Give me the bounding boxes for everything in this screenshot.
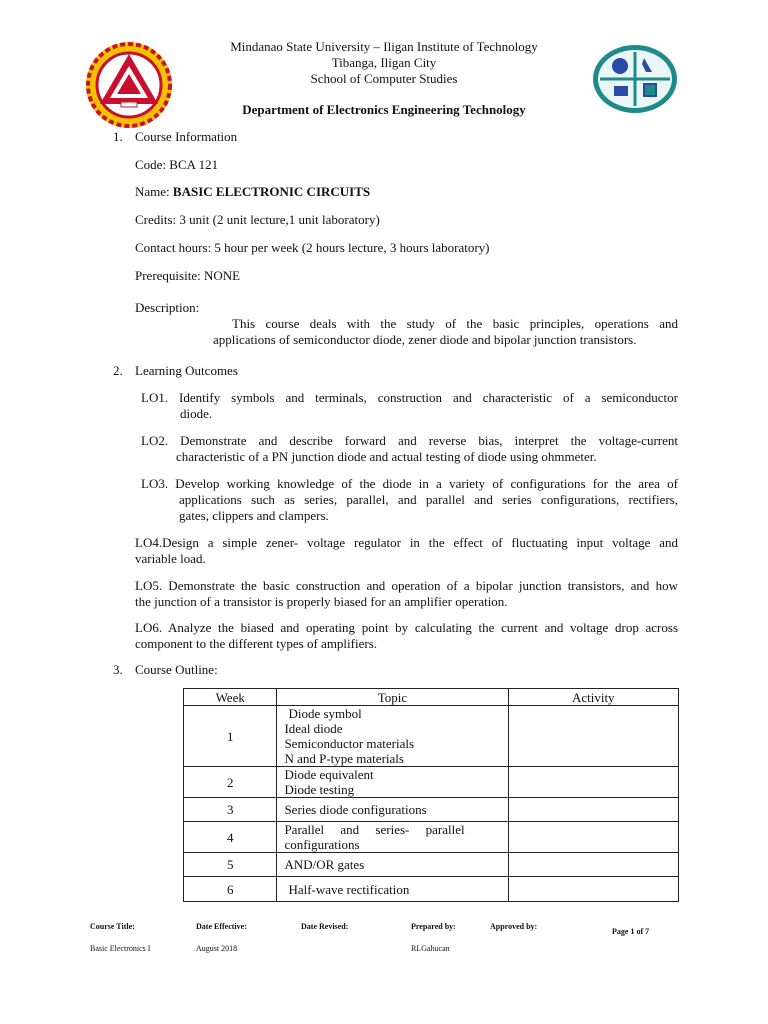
- section-heading-learning-outcomes: Learning Outcomes: [135, 363, 238, 378]
- week-cell: 5: [184, 853, 277, 877]
- learning-outcome-lo4-cont: variable load.: [135, 551, 206, 566]
- footer-prepared-by-label: Prepared by:: [411, 922, 456, 931]
- section-heading-course-outline: Course Outline:: [135, 662, 218, 677]
- course-name-value: BASIC ELECTRONIC CIRCUITS: [172, 184, 371, 199]
- learning-outcome-lo1-cont: diode.: [180, 406, 213, 421]
- activity-cell: [508, 798, 678, 822]
- topic-cell: [277, 767, 508, 798]
- topic-line: configurations: [284, 837, 360, 852]
- activity-cell: [508, 706, 678, 767]
- learning-outcome-lo2: LO2. Demonstrate and describe forward and reverse bias, interpret the voltage-current: [141, 433, 678, 448]
- table-row: [184, 877, 679, 902]
- section-number: 3.: [113, 662, 123, 677]
- description-line: This course deals with the study of the basic principles, operations and: [232, 316, 678, 331]
- topic-line: Ideal diode: [284, 721, 343, 736]
- topic-line: Diode symbol: [288, 706, 362, 721]
- topic-line: Parallel and series- parallel: [284, 822, 465, 837]
- footer-course-title-label: Course Title:: [90, 922, 135, 931]
- activity-cell: [508, 767, 678, 798]
- topic-line: Semiconductor materials: [284, 736, 415, 751]
- topic-line: Half-wave rectification: [288, 881, 410, 897]
- learning-outcome-lo1: LO1. Identify symbols and terminals, construction and characteristic of a semiconductor: [141, 390, 678, 405]
- footer-course-title-value: Basic Electronics I: [90, 944, 151, 953]
- topic-line: N and P-type materials: [284, 751, 404, 766]
- topic-line: Diode equivalent: [284, 767, 374, 782]
- course-credits: Credits: 3 unit (2 unit lecture,1 unit laboratory): [135, 212, 380, 227]
- column-header-topic: Topic: [277, 689, 508, 706]
- table-header-row: [184, 689, 679, 706]
- learning-outcome-lo3-cont: gates, clippers and clampers.: [179, 508, 329, 523]
- footer-date-revised-label: Date Revised:: [301, 922, 349, 931]
- department-title: Department of Electronics Engineering Technology: [242, 102, 526, 117]
- learning-outcome-lo4: LO4.Design a simple zener- voltage regulator in the effect of fluctuating input voltage and: [135, 535, 678, 550]
- week-cell: 3: [184, 798, 277, 822]
- footer-date-effective-label: Date Effective:: [196, 922, 247, 931]
- footer-page-number: Page 1 of 7: [612, 927, 650, 936]
- section-number: 2.: [113, 363, 123, 378]
- course-name: [135, 184, 370, 200]
- activity-cell: [508, 877, 678, 902]
- learning-outcome-lo3-cont: applications such as series, parallel, and parallel and series configurations, rectifiers,: [179, 492, 678, 507]
- footer-prepared-by-value: RLGahucan: [411, 944, 450, 953]
- activity-cell: [508, 822, 678, 853]
- topic-cell: [277, 877, 508, 902]
- week-cell: 6: [184, 877, 277, 902]
- table-row: [184, 853, 679, 877]
- topic-cell: [277, 853, 508, 877]
- university-name: Mindanao State University – Iligan Institute of Technology: [230, 39, 538, 54]
- learning-outcome-lo5: LO5. Demonstrate the basic construction and operation of a bipolar junction transistors, and how: [135, 578, 678, 593]
- section-number: 1.: [113, 129, 123, 144]
- activity-cell: [508, 853, 678, 877]
- week-cell: 4: [184, 822, 277, 853]
- learning-outcome-lo6-cont: component to the different types of amplifiers.: [135, 636, 377, 651]
- learning-outcome-lo2-cont: characteristic of a PN junction diode and actual testing of diode using ohmmeter.: [176, 449, 597, 464]
- course-code: Code: BCA 121: [135, 157, 219, 172]
- table-row: [184, 767, 679, 798]
- table-row: [184, 706, 679, 767]
- description-label: Description:: [135, 300, 200, 315]
- week-cell: 1: [184, 706, 277, 767]
- section-heading-course-info: Course Information: [135, 129, 238, 144]
- column-header-week: Week: [184, 689, 277, 706]
- description-line: applications of semiconductor diode, zener diode and bipolar junction transistors.: [213, 332, 637, 347]
- learning-outcome-lo6: LO6. Analyze the biased and operating point by calculating the current and voltage drop across: [135, 620, 678, 635]
- table-row: [184, 798, 679, 822]
- course-contact-hours: Contact hours: 5 hour per week (2 hours lecture, 3 hours laboratory): [135, 240, 490, 255]
- column-header-activity: Activity: [508, 689, 678, 706]
- topic-cell: [277, 822, 508, 853]
- topic-cell: [277, 706, 508, 767]
- week-cell: 2: [184, 767, 277, 798]
- school-name: School of Computer Studies: [310, 71, 458, 86]
- topic-line: Diode testing: [284, 782, 355, 797]
- table-row: [184, 822, 679, 853]
- university-city: Tibanga, Iligan City: [331, 55, 437, 70]
- course-outline-table: [183, 688, 679, 902]
- topic-line: AND/OR gates: [284, 857, 365, 872]
- topic-line: Series diode configurations: [284, 802, 427, 817]
- footer-date-effective-value: August 2018: [196, 944, 238, 953]
- footer-approved-by-label: Approved by:: [490, 922, 538, 931]
- topic-cell: [277, 798, 508, 822]
- learning-outcome-lo5-cont: the junction of a transistor is properly biased for an amplifier operation.: [135, 594, 508, 609]
- course-prerequisite: Prerequisite: NONE: [135, 268, 241, 283]
- learning-outcome-lo3: LO3. Develop working knowledge of the diode in a variety of configurations for the area of: [141, 476, 678, 491]
- course-name-label: Name:: [135, 184, 173, 199]
